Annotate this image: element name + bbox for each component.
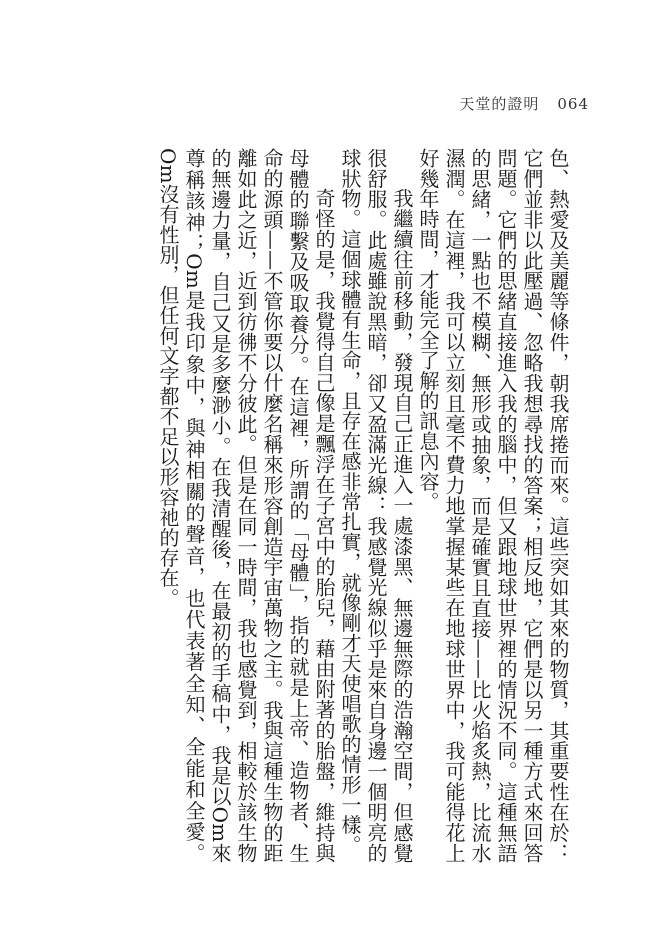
body-text: [91, 148, 571, 863]
page-number: 064: [557, 95, 589, 113]
book-title: 天堂的證明: [459, 95, 540, 113]
running-header: [459, 93, 589, 117]
paragraph: 奇怪的是，我覺得自己像是飄浮在子宮中的胎兒，藉由附著的胎盤，維持與母體的聯繫及吸取養分。在這裡，所謂的「母體」，指的就是上帝、造物者、生命的源頭——不管你要以什麼名稱來形容創造宇宙萬物之主。我與這種生物的距離如此之近，近到彷彿不分彼此。但是在同一時間，我也感覺到，相較於該生物的無邊力量，自己又是多麼渺小。在我清醒後，在最初的手稿中，我是以Om來尊稱該神；Om是我印象中，與神相關的聲音，也代表著全知、全能和全愛。Om沒有性別，但任何文字都不足以形容祂的存在。: [156, 148, 336, 863]
paragraph: 色、熱愛及美麗等條件，朝我席捲而來。這些突如其來的物質，其重要性在於：它們並非以此壓過、忽略我想尋找的答案；相反地，它們是以另一種方式來回答問題。它們的思緒直接進入我的腦中，但又跟地球世界裡的情況不同。這種無語的思緒，一點也不模糊、無形或抽象，而是確實且直接——比火焰炙熱，比流水濕潤。在這裡，我可以立刻且毫不費力地掌握某些在地球世界中，我可能得花上好幾年時間，才能完全了解的訊息內容。: [416, 148, 570, 863]
paragraph: 我繼續往前移動，發現自己正進入一處漆黑、無邊無際的浩瀚空間，但感覺很舒服。此處雖說黑暗，卻又盈滿光線：我感覺光線似乎是來自身邊一個明亮的球狀物。這個球體有生命，且存在感非常扎實，就像剛才天使唱歌的情形一樣。: [338, 148, 414, 863]
